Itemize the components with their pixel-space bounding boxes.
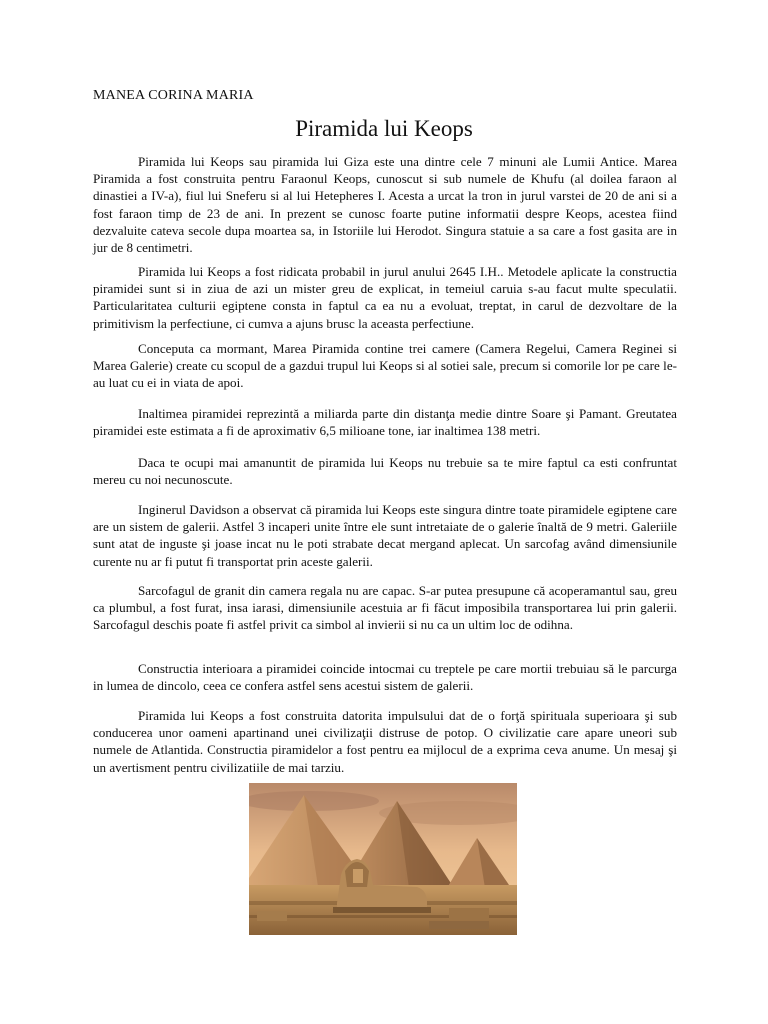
paragraph-9: Piramida lui Keops a fost construita datorita impulsului dat de o forţă spirituala superioara şi sub conducerea unor oameni apartinand unei civilizaţii distruse de potop. O civilizatie care apare uneori sub numele de Atlantida. Constructia piramidelor a fost pentru ea mijlocul de a exprima ceva anume. Un mesaj şi un avertisment pentru civilizatiile de mai tarziu. bbox=[93, 708, 677, 775]
document-title: Piramida lui Keops bbox=[295, 116, 473, 141]
paragraph-2: Piramida lui Keops a fost ridicata probabil in jurul anului 2645 I.H.. Metodele aplicate la constructia piramidei sunt si in ziua de azi un mister greu de explicat, in temeiul caruia s-au facut multe speculatii. Particularitatea culturii egiptene consta in faptul ca ea nu a evoluat, treptat, in carul de dezvoltare de la primitivism la perfectiune, ci cumva a ajuns brusc la aceasta perfectiune. bbox=[93, 264, 677, 331]
pyramids-sphinx-photo bbox=[249, 783, 517, 935]
paragraph-5: Daca te ocupi mai amanuntit de piramida lui Keops nu trebuie sa te mire faptul ca esti confruntat mereu cu noi necunoscute. bbox=[93, 455, 677, 488]
paragraph-7: Sarcofagul de granit din camera regala nu are capac. S-ar putea presupune că acoperamantul sau, greu ca plumbul, a fost furat, insa iarasi, dimensiunile acestuia ar fi făcut imposibila transportarea lui prin galerii. Sarcofagul deschis poate fi astfel privit ca simbol al invierii si nu ca un ultim loc de odihna. bbox=[93, 583, 677, 633]
paragraph-3: Conceputa ca mormant, Marea Piramida contine trei camere (Camera Regelui, Camera Reginei si Marea Galerie) create cu scopul de a gazdui trupul lui Keops si al sotiei sale, precum si comorile lor pe care le-au luat cu ei in viata de apoi. bbox=[93, 341, 677, 391]
paragraph-4: Inaltimea piramidei reprezintă a miliarda parte din distanţa medie dintre Soare şi Pamant. Greutatea piramidei este estimata a fi de aproximativ 6,5 milioane tone, iar inaltimea 138 metri. bbox=[93, 406, 677, 439]
author-name: MANEA CORINA MARIA bbox=[93, 88, 254, 103]
paragraph-1: Piramida lui Keops sau piramida lui Giza este una dintre cele 7 minuni ale Lumii Antice. Marea Piramida a fost construita pentru Faraonul Keops, cunoscut si sub numele de Khufu (al doilea faraon al dinastiei a IV-a), fiul lui Sneferu si al lui Hetepheres I. Acesta a urcat la tron in jurul varstei de 20 de ani si a fost faraon timp de 23 de ani. In prezent se cunosc foarte putine informatii despre Keops, acestea fiind dezvaluite cateva secole dupa moartea sa, in Istoriile lui Herodot. Singura statuie a sa care a fost gasita are in jur de 8 centimetri. bbox=[93, 154, 677, 256]
paragraph-6: Inginerul Davidson a observat că piramida lui Keops este singura dintre toate piramidele egiptene care are un sistem de galerii. Astfel 3 incaperi unite între ele sunt intretaiate de o galerie înaltă de 9 metri. Galeriile sunt atat de inguste şi joase incat nu le poti strabate decat mergand aplecat. Un sarcofag având dimensiunile curente nu ar fi putut fi transportat prin aceste galerii. bbox=[93, 502, 677, 569]
paragraph-8: Constructia interioara a piramidei coincide intocmai cu treptele pe care mortii trebuiau să le parcurga in lumea de dincolo, ceea ce confera astfel sens acestui sistem de galerii. bbox=[93, 661, 677, 694]
